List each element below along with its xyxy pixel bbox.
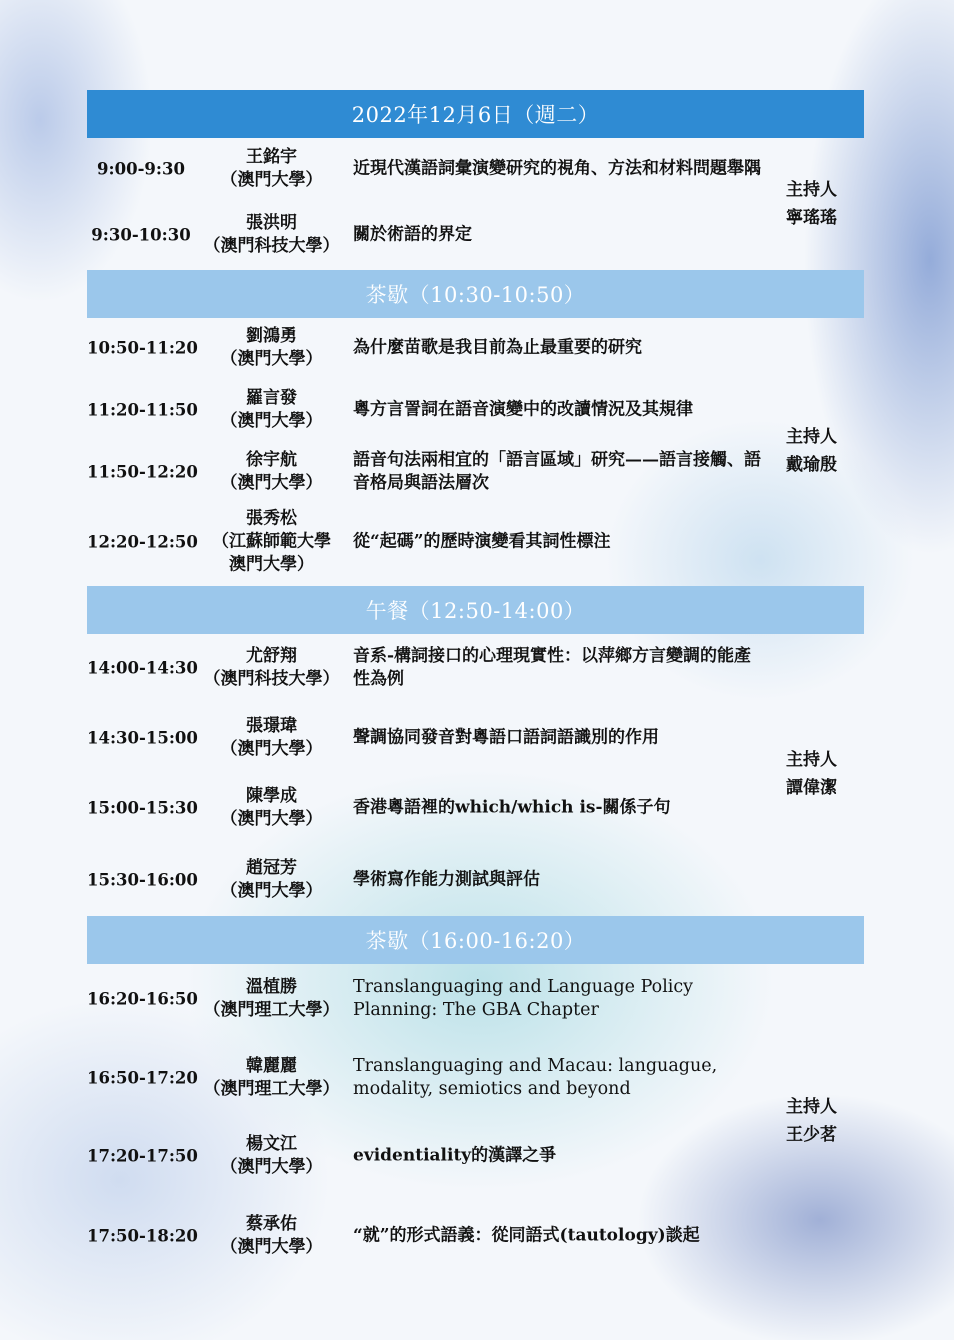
- speaker-name: 楊文江: [246, 1134, 297, 1154]
- break-banner: 茶歇（16:00-16:20）: [87, 916, 864, 964]
- session-time: 11:20-11:50: [87, 400, 198, 420]
- session-title: 香港粵語裡的which/which is-關係子句: [353, 797, 671, 818]
- session-speaker: [199, 146, 344, 192]
- speaker-name: 陳學成: [246, 786, 297, 806]
- session-speaker: [199, 785, 344, 831]
- speaker-name: 張洪明: [246, 213, 297, 233]
- speaker-affiliation: （澳門大學）: [220, 809, 323, 829]
- session-title: 粵方言詈詞在語音演變中的改讀情況及其規律: [353, 399, 693, 420]
- chairperson: [786, 746, 846, 802]
- session-title: 聲調協同發音對粵語口語詞語識別的作用: [353, 727, 659, 748]
- session-title: 從“起碼”的歷時演變看其詞性標注: [353, 531, 611, 552]
- speaker-affiliation: （澳門科技大學）: [203, 669, 340, 689]
- session-time: 16:50-17:20: [87, 1068, 198, 1088]
- session-time: 16:20-16:50: [87, 989, 198, 1009]
- speaker-name: 張秀松: [246, 508, 297, 529]
- session-speaker: [199, 1133, 344, 1179]
- speaker-name: 劉鴻勇: [246, 326, 297, 346]
- session-speaker: [199, 1213, 344, 1259]
- session-title: 學術寫作能力測試與評估: [353, 869, 540, 890]
- session-time: 9:00-9:30: [97, 159, 185, 179]
- session-time: 10:50-11:20: [87, 338, 198, 358]
- chairperson: [786, 176, 846, 232]
- speaker-affiliation: （澳門大學）: [220, 1157, 323, 1177]
- speaker-name: 徐宇航: [246, 450, 297, 470]
- chair-label: 主持人: [786, 427, 837, 447]
- session-title: Translanguaging and Macau: languague, modality, semiotics and beyond: [353, 1056, 718, 1099]
- break-banner: 午餐（12:50-14:00）: [87, 586, 864, 634]
- session-title: evidentiality的漢譯之爭: [353, 1145, 557, 1166]
- session-speaker: [199, 715, 344, 761]
- session-speaker: [199, 449, 344, 495]
- speaker-name: 尤舒翔: [246, 646, 297, 666]
- session-speaker: [199, 508, 344, 577]
- chair-name: 寧瑤瑤: [786, 208, 837, 228]
- session-title: Translanguaging and Language Policy Planning: The GBA Chapter: [353, 977, 694, 1020]
- session-speaker: [199, 976, 344, 1022]
- speaker-affiliation: （澳門大學）: [220, 349, 323, 369]
- session-time: 15:00-15:30: [87, 798, 198, 818]
- chair-name: 王少茗: [786, 1125, 837, 1145]
- session-time: 12:20-12:50: [87, 532, 198, 552]
- session-speaker: [199, 1055, 344, 1101]
- session-time: 14:30-15:00: [87, 728, 198, 748]
- day-header: 2022年12月6日（週二）: [87, 90, 864, 138]
- session-speaker: [199, 387, 344, 433]
- speaker-affiliation: （澳門大學）: [220, 739, 323, 759]
- session-time: 14:00-14:30: [87, 658, 198, 678]
- speaker-affiliation-line2: 澳門大學）: [229, 554, 314, 575]
- speaker-affiliation: （澳門大學）: [220, 170, 323, 190]
- speaker-affiliation: （澳門大學）: [220, 473, 323, 493]
- chairperson: [786, 1093, 846, 1149]
- speaker-name: 趙冠芳: [246, 858, 297, 878]
- session-time: 11:50-12:20: [87, 462, 198, 482]
- session-time: 17:20-17:50: [87, 1146, 198, 1166]
- chairperson: [786, 423, 846, 479]
- session-time: 15:30-16:00: [87, 870, 198, 890]
- session-title: “就”的形式語義：從同語式(tautology)談起: [353, 1225, 700, 1246]
- session-time: 9:30-10:30: [91, 225, 191, 245]
- session-title: 為什麼苗歌是我目前為止最重要的研究: [353, 337, 642, 358]
- speaker-name: 韓麗麗: [246, 1056, 297, 1076]
- chair-label: 主持人: [786, 1097, 837, 1117]
- session-speaker: [199, 212, 344, 258]
- speaker-affiliation: （澳門大學）: [220, 881, 323, 901]
- speaker-name: 蔡承佑: [246, 1214, 297, 1234]
- speaker-name: 張璟瑋: [246, 716, 297, 736]
- speaker-name: 羅言發: [246, 388, 297, 408]
- chair-label: 主持人: [786, 750, 837, 770]
- session-speaker: [199, 325, 344, 371]
- chair-name: 譚偉潔: [786, 778, 837, 798]
- speaker-affiliation: （江蘇師範大學: [212, 531, 331, 552]
- session-title: 關於術語的界定: [353, 224, 472, 245]
- speaker-name: 溫植勝: [246, 977, 297, 997]
- chair-name: 戴瑜殷: [786, 455, 837, 475]
- break-banner: 茶歇（10:30-10:50）: [87, 270, 864, 318]
- session-title: 近現代漢語詞彙演變研究的視角、方法和材料問題舉隅: [353, 158, 761, 179]
- session-time: 17:50-18:20: [87, 1226, 198, 1246]
- chair-label: 主持人: [786, 180, 837, 200]
- speaker-affiliation: （澳門理工大學）: [203, 1000, 340, 1020]
- session-title: 語音句法兩相宜的「語言區域」研究——語言接觸、語音格局與語法層次: [353, 450, 761, 493]
- session-speaker: [199, 645, 344, 691]
- speaker-affiliation: （澳門大學）: [220, 411, 323, 431]
- speaker-affiliation: （澳門大學）: [220, 1237, 323, 1257]
- session-title: 音系-構詞接口的心理現實性：以萍鄉方言變調的能產性為例: [353, 646, 752, 689]
- speaker-affiliation: （澳門理工大學）: [203, 1079, 340, 1099]
- session-speaker: [199, 857, 344, 903]
- speaker-affiliation: （澳門科技大學）: [203, 236, 340, 256]
- speaker-name: 王銘宇: [246, 147, 297, 167]
